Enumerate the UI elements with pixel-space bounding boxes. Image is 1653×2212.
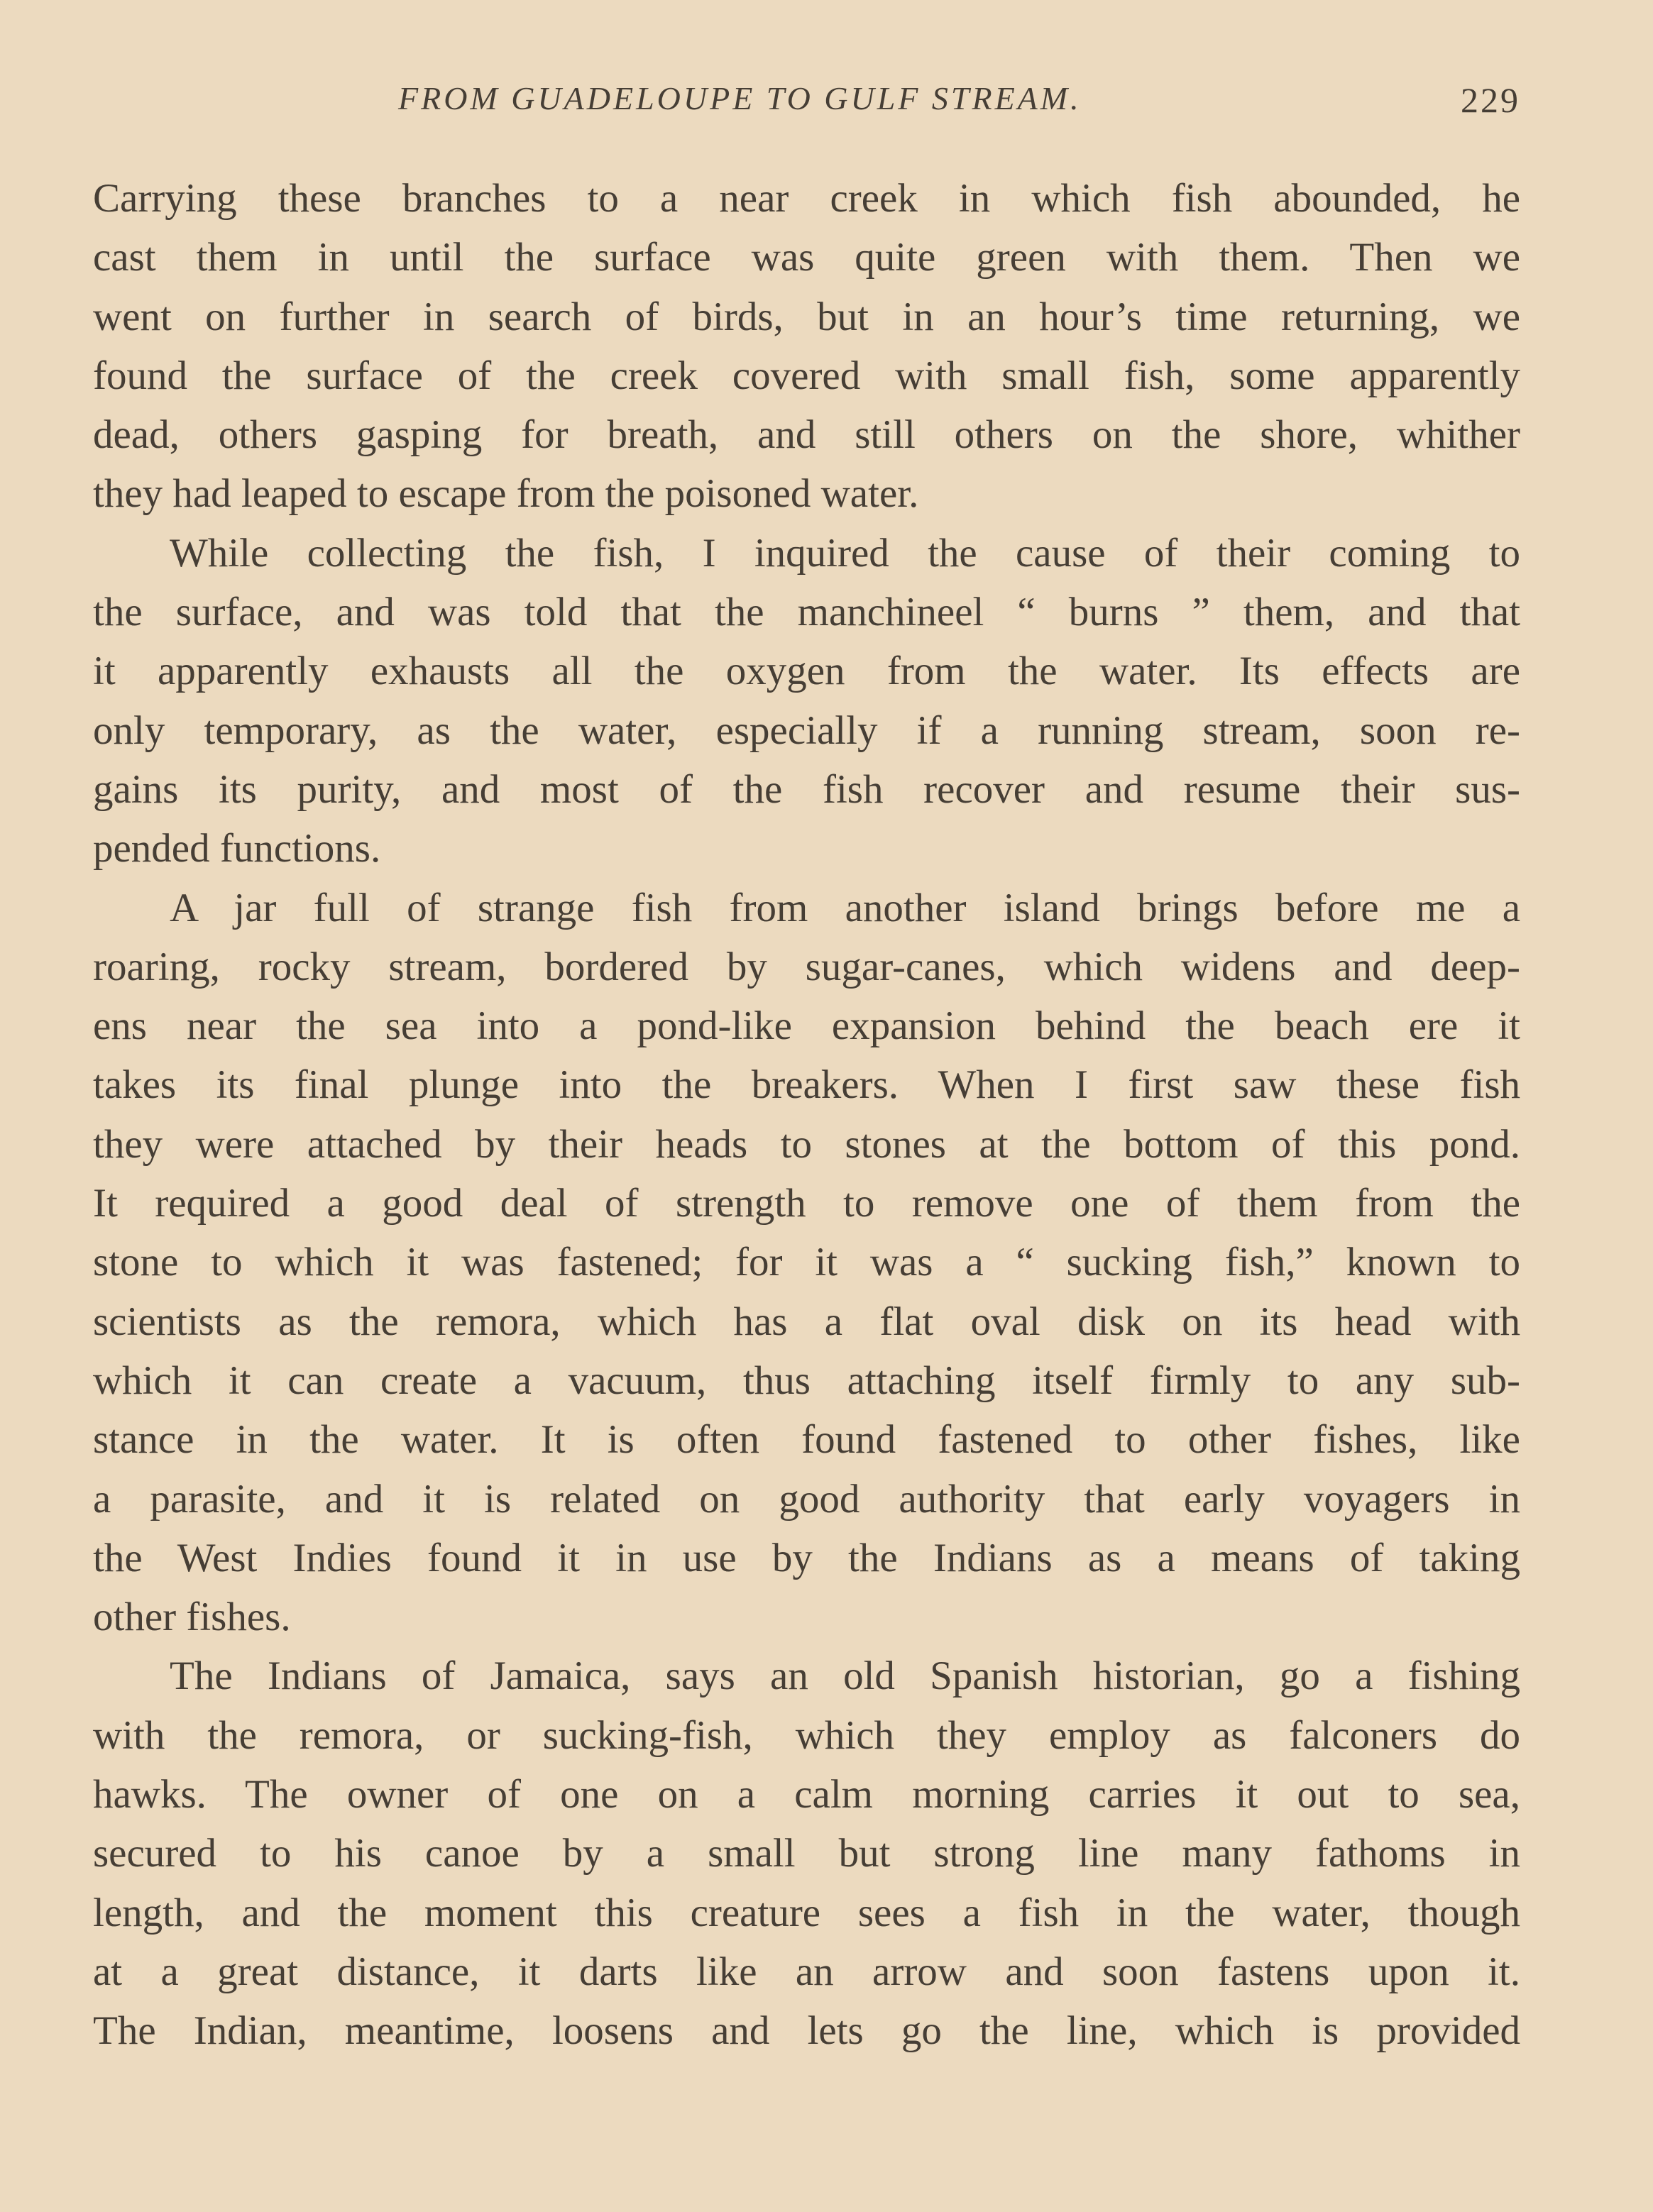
text-line: cast them in until the surface was quite green with them. Then we xyxy=(93,235,1520,280)
paragraph xyxy=(93,169,1520,524)
running-header xyxy=(93,79,1520,129)
paragraph xyxy=(93,524,1520,879)
text-line: A jar full of strange fish from another island brings before me a xyxy=(170,885,1520,930)
text-line: went on further in search of birds, but in an hour’s time returning, we xyxy=(93,294,1520,339)
paragraph xyxy=(93,879,1520,1647)
paragraph xyxy=(93,1646,1520,2060)
text-line: it apparently exhausts all the oxygen from the water. Its effects are xyxy=(93,649,1520,694)
text-line: secured to his canoe by a small but strong line many fathoms in xyxy=(93,1831,1520,1876)
text-line: at a great distance, it darts like an arrow and soon fastens upon it. xyxy=(93,1949,1520,1994)
text-line: pended functions. xyxy=(93,826,381,871)
running-title: FROM GUADELOUPE TO GULF STREAM. xyxy=(398,80,1082,116)
text-line: found the surface of the creek covered with small fish, some apparently xyxy=(93,353,1520,398)
text-line: the West Indies found it in use by the Indians as a means of taking xyxy=(93,1535,1520,1580)
text-line: with the remora, or sucking-fish, which they employ as falconers do xyxy=(93,1712,1520,1758)
text-line: ens near the sea into a pond-like expansion behind the beach ere it xyxy=(93,1003,1520,1049)
text-line: stone to which it was fastened; for it was a “ sucking fish,” known to xyxy=(93,1240,1520,1285)
text-line: only temporary, as the water, especially if a running stream, soon re- xyxy=(93,708,1520,753)
text-line: stance in the water. It is often found fastened to other fishes, like xyxy=(93,1417,1520,1463)
text-line: the surface, and was told that the manchineel “ burns ” them, and that xyxy=(93,590,1520,635)
text-line: a parasite, and it is related on good authority that early voyagers in xyxy=(93,1476,1520,1522)
text-line: takes its final plunge into the breakers. When I first saw these fish xyxy=(93,1062,1520,1108)
body-text xyxy=(93,169,1520,2061)
text-line: which it can create a vacuum, thus attaching itself firmly to any sub- xyxy=(93,1358,1520,1403)
text-line: gains its purity, and most of the fish recover and resume their sus- xyxy=(93,766,1520,812)
text-line: roaring, rocky stream, bordered by sugar-canes, which widens and deep- xyxy=(93,944,1520,989)
text-line: The Indians of Jamaica, says an old Spanish historian, go a fishing xyxy=(170,1654,1520,1699)
text-line: length, and the moment this creature sees a fish in the water, though xyxy=(93,1890,1520,1935)
page-number: 229 xyxy=(1461,80,1520,120)
text-line: scientists as the remora, which has a flat oval disk on its head with xyxy=(93,1299,1520,1344)
text-line: hawks. The owner of one on a calm morning carries it out to sea, xyxy=(93,1772,1520,1817)
text-line: It required a good deal of strength to remove one of them from the xyxy=(93,1181,1520,1226)
text-line: While collecting the fish, I inquired the cause of their coming to xyxy=(170,530,1520,576)
text-line: other fishes. xyxy=(93,1595,291,1640)
text-line: dead, others gasping for breath, and still others on the shore, whither xyxy=(93,412,1520,458)
text-line: they were attached by their heads to stones at the bottom of this pond. xyxy=(93,1121,1520,1167)
text-line: The Indian, meantime, loosens and lets go the line, which is provided xyxy=(93,2008,1520,2054)
text-line: they had leaped to escape from the poisoned water. xyxy=(93,471,919,517)
text-line: Carrying these branches to a near creek in which fish abounded, he xyxy=(93,176,1520,221)
